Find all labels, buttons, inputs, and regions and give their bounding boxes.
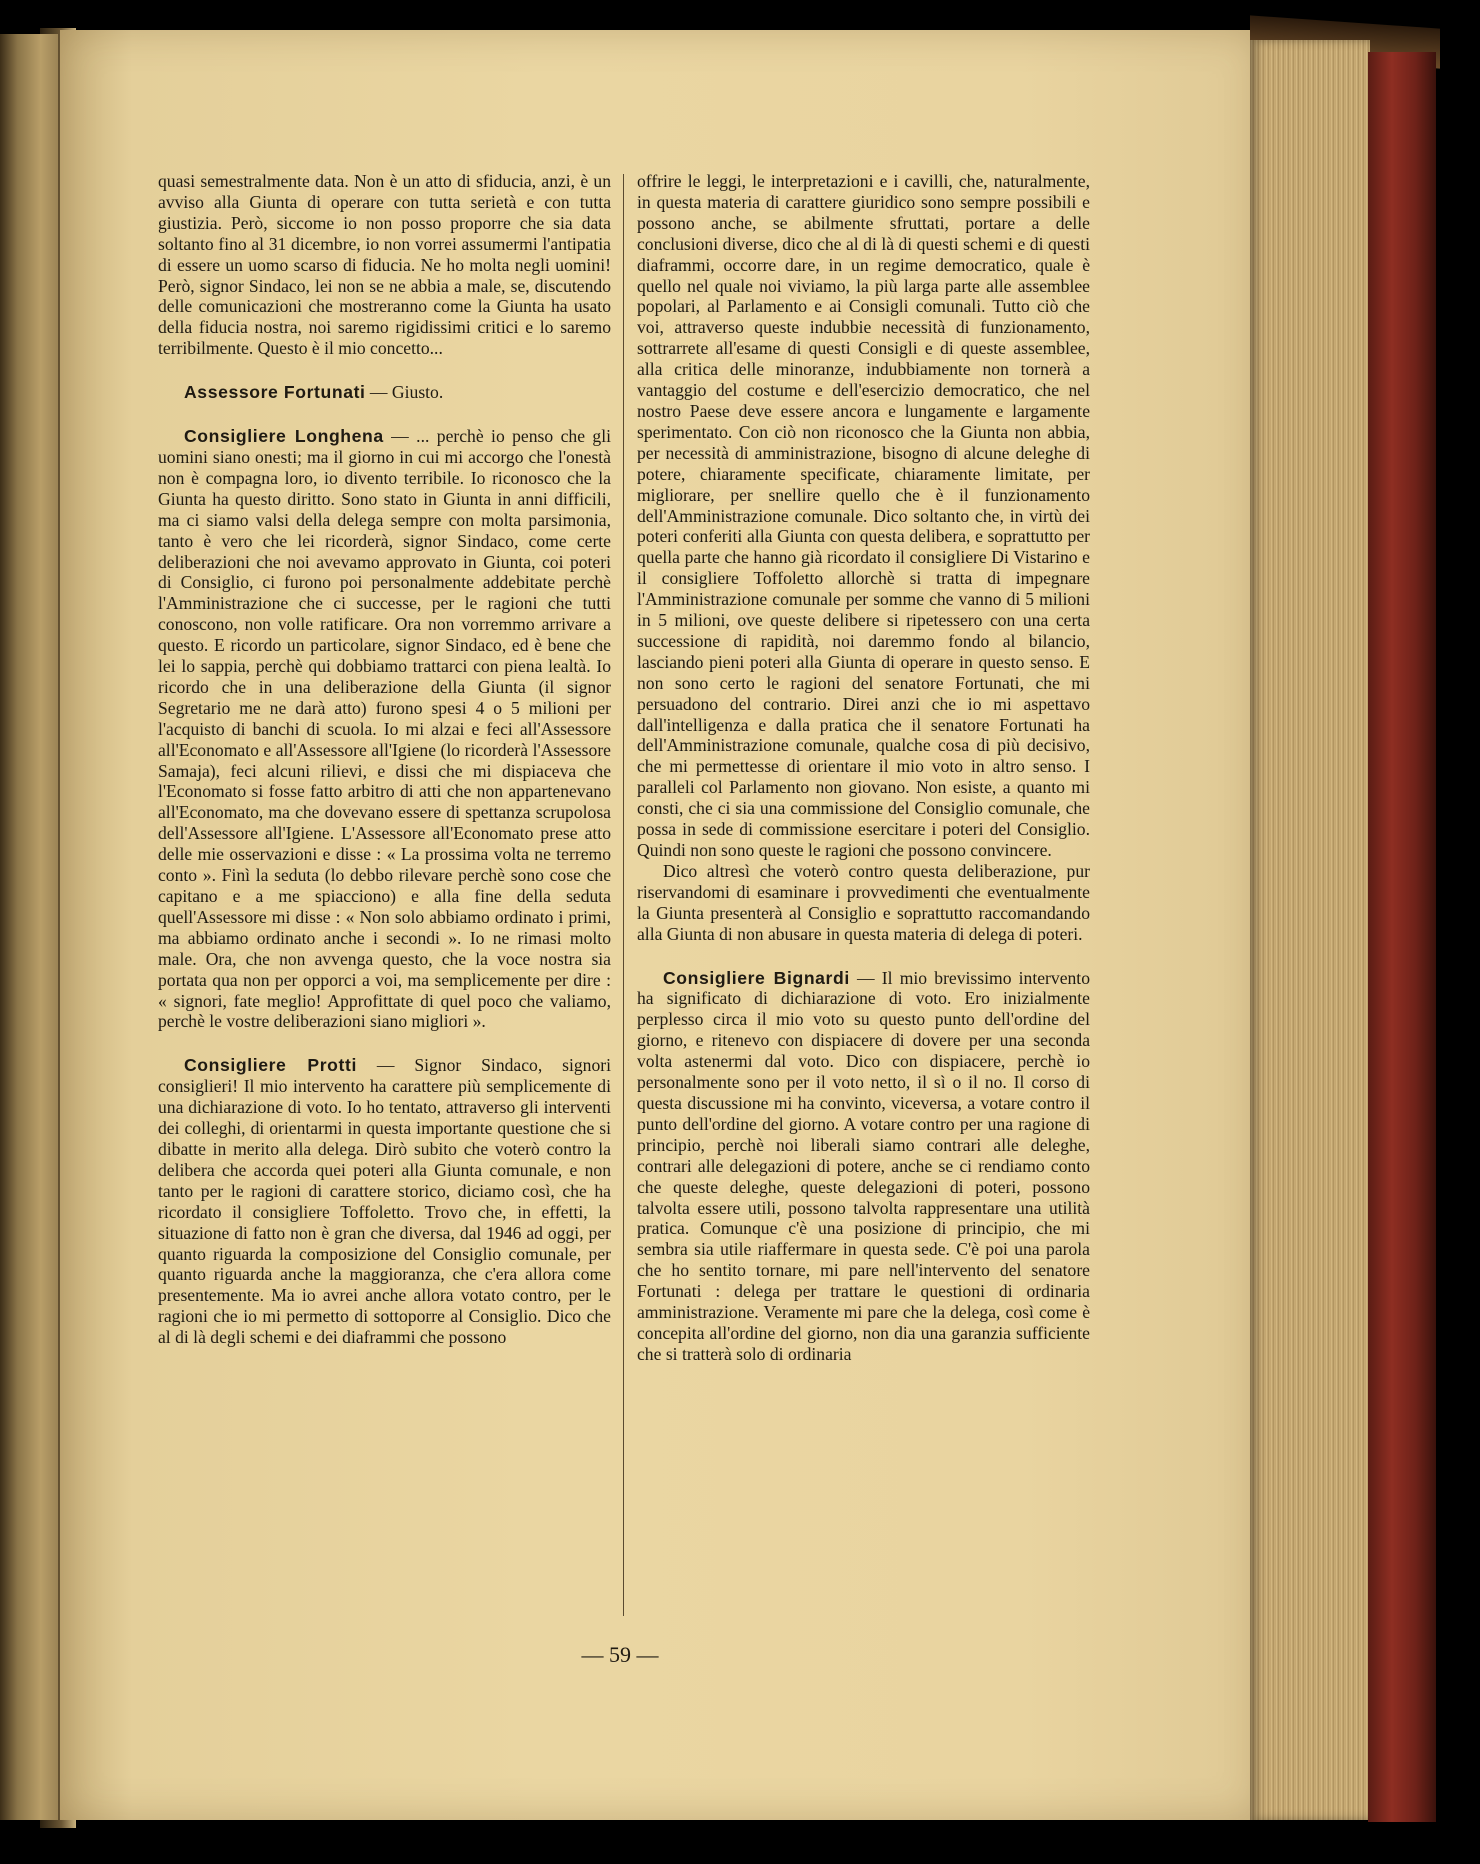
left-column bbox=[158, 171, 611, 1348]
speech-fortunati: Assessore Fortunati — Giusto. bbox=[184, 382, 444, 403]
speech-protti: Consigliere Protti — Signor Sindaco, signori consiglieri! Il mio intervento ha carattere più semplicemente di una dichiarazione di voto. Io ho tentato, attraverso gli interventi dei colleghi, di orientarmi in questa importante questione che si dibatte in merito alla delega. Dirò subito che voterò contro la delibera che accorda quei poteri alla Giunta comunale, e non tanto per le ragioni di carattere storico, diciamo così, che ha ricordato il consigliere Toffoletto. Trovo che, in effetti, la situazione di fatto non è gran che diversa, dal 1946 ad oggi, per quanto riguarda la composizione del Consiglio comunale, per quanto riguarda anche la maggioranza, che c'era allora come presentemente. Ma io avrei anche allora votato contro, per le ragioni che io mi permetto di sottoporre al Consiglio. Dico che al di là degli schemi e dei diaframmi che possono bbox=[158, 1055, 611, 1348]
speech-longhena: Consigliere Longhena — ... perchè io penso che gli uomini siano onesti; ma il giorno in cui mi accorgo che l'onestà non è compagna loro, io divento terribile. Io riconosco che la Giunta ha questo diritto. Sono stato in Giunta in anni difficili, ma ci siamo valsi della delega sempre con molta parsimonia, tanto è vero che lei ricorderà, signor Sindaco, come certe deliberazioni che noi avevamo approvato in Giunta, coi poteri di Consiglio, ci furono poi personalmente addebitate perchè l'Amministrazione che ci successe, per le ragioni che tutti conoscono, non volle ratificare. Ora non vorremmo arrivare a questo. E ricordo un particolare, signor Sindaco, ed è bene che lei lo sappia, perchè qui dobbiamo trattarci con piena lealtà. Io ricordo che in una deliberazione della Giunta (il signor Segretario me ne darà atto) furono spesi 4 o 5 milioni per l'acquisto di banchi di scuola. Io mi alzai e feci all'Assessore all'Economato e all'Assessore all'Igiene (lo ricorderà l'Assessore Samaja), feci alcuni rilievi, e dissi che mi dispiaceva che l'Economato si fosse fatto arbitro di atti che non appartenevano all'Economato, ma che dovevano essere di spettanza scrupolosa dell'Assessore all'Igiene. L'Assessore all'Economato prese atto delle mie osservazioni e disse : « La prossima volta ne terremo conto ». Finì la seduta (lo debbo rilevare perchè sono cose che capitano e a me spiacciono) e alla fine della seduta quell'Assessore mi disse : « Non solo abbiamo ordinato i primi, ma abbiamo ordinato anche i secondi ». Io ne rimasi molto male. Ora, che non avvenga questo, che la voce nostra sia portata qua non per opporci a voi, ma semplicemente per dire : « signori, fate meglio! Approfittate di quel poco che valiamo, perchè le vostre deliberazioni siano migliori ». bbox=[158, 426, 611, 1032]
speaker-name: Consigliere Longhena bbox=[184, 426, 384, 447]
page-number: — 59 — bbox=[581, 1642, 659, 1667]
paragraph-continuation: quasi semestralmente data. Non è un atto di sfiducia, anzi, è un avviso alla Giunta di operare con tutta serietà e con tutta giustizia. Però, siccome io non posso proporre che sia data soltanto fino al 31 dicembre, io non vorrei assumermi l'antipatia di essere un uomo scarso di fiducia. Ne ho molta negli uomini! Però, signor Sindaco, lei non se ne abbia a male, se, discutendo delle comunicazioni che mostreranno come la Giunta ha usato della fiducia nostra, noi saremo rigidissimi critici e lo saremo terribilmente. Questo è il mio concetto... bbox=[158, 171, 611, 359]
paragraph: Dico altresì che voterò contro questa deliberazione, pur riservandomi di esaminare i provvedimenti che eventualmente la Giunta presenterà al Consiglio e soprattutto raccomandando alla Giunta di non abusare in questa materia di delega di poteri. bbox=[637, 860, 1090, 944]
paragraph-continuation: offrire le leggi, le interpretazioni e i cavilli, che, naturalmente, in questa materia di carattere giuridico sono sempre possibili e possono anche, se abilmente sfruttati, portare a delle conclusioni diverse, dico che al di là di questi schemi e di questi diaframmi, occorre dare, in un regime democratico, quale è quello nel quale noi viviamo, la più larga parte alle assemblee popolari, al Parlamento e ai Consigli comunali. Tutto ciò che voi, attraverso queste indubbie necessità di funzionamento, sottrarrete all'esame di questi Consigli e di queste assemblee, alla critica delle minoranze, indubbiamente non tornerà a vantaggio del costume e dell'esercizio democratico, che nel nostro Paese deve essere ancora e lungamente e largamente sperimentato. Con ciò non riconosco che la Giunta non abbia, per necessità di amministrazione, bisogno di alcune deleghe di potere, chiaramente specificate, chiaramente limitate, per migliorare, per snellire quello che è il funzionamento dell'Amministrazione comunale. Dico soltanto che, in virtù dei poteri conferiti alla Giunta con questa delibera, e soprattutto per quella parte che hanno già ricordato il consigliere Di Vistarino e il consigliere Toffoletto allorchè si tratta di impegnare l'Amministrazione comunale per somme che vanno di 5 milioni in 5 milioni, ove queste delibere si ripetessero con una certa successione di rapidità, noi daremmo fondo al bilancio, lasciando pieni poteri alla Giunta di operare in questo senso. E non sono certo le ragioni del senatore Fortunati, che mi persuadono del contrario. Direi anzi che io mi aspettavo dall'intelligenza e dalla pratica che il senatore Fortunati ha dell'Amministrazione comunale, qualche cosa di più decisivo, che mi permettesse di orientare il mio voto in altro senso. I paralleli col Parlamento non giovano. Non esiste, a quanto mi consti, che ci sia una commissione del Consiglio comunale, che possa in sede di commissione esercitare i poteri del Consiglio. Quindi non sono queste le ragioni che possono convincere. bbox=[637, 171, 1090, 860]
right-column bbox=[637, 171, 1090, 1365]
speaker-name: Consigliere Bignardi bbox=[663, 967, 850, 988]
column-divider bbox=[623, 174, 624, 1616]
book-cover bbox=[1368, 52, 1436, 1822]
speech-bignardi: Consigliere Bignardi — Il mio brevissimo intervento ha significato di dichiarazione di voto. Ero inizialmente perplesso circa il mio voto su questo punto dell'ordine del giorno, e ritenevo con dispiacere di dovere per una seconda volta astenermi dal voto. Dico con dispiacere, perchè io personalmente sono per il voto netto, il sì o il no. Il corso di questa discussione mi ha convinto, viceversa, a votare contro il punto dell'ordine del giorno. A votare contro per una ragione di principio, perchè noi liberali siamo contrari alle deleghe, contrari alle delegazioni di potere, anche se ci rendiamo conto che queste deleghe, queste delegazioni di poteri, possono talvolta essere utili, possono talvolta rappresentare una utilità pratica. Comunque c'è una posizione di principio, che mi sembra sia utile riaffermare in questa sede. C'è poi una parola che ho sentito tornare, mi pare nell'intervento del senatore Fortunati : delega per trattare le questioni di ordinaria amministrazione. Veramente mi pare che la delega, così come è concepita all'ordine del giorno, non dia una garanzia sufficiente che si tratterà solo di ordinaria bbox=[637, 967, 1090, 1364]
speaker-name: Consigliere Protti bbox=[184, 1055, 357, 1076]
speaker-name: Assessore Fortunati bbox=[184, 382, 366, 403]
page-edges bbox=[1250, 40, 1370, 1820]
previous-page-edge bbox=[0, 34, 58, 1820]
